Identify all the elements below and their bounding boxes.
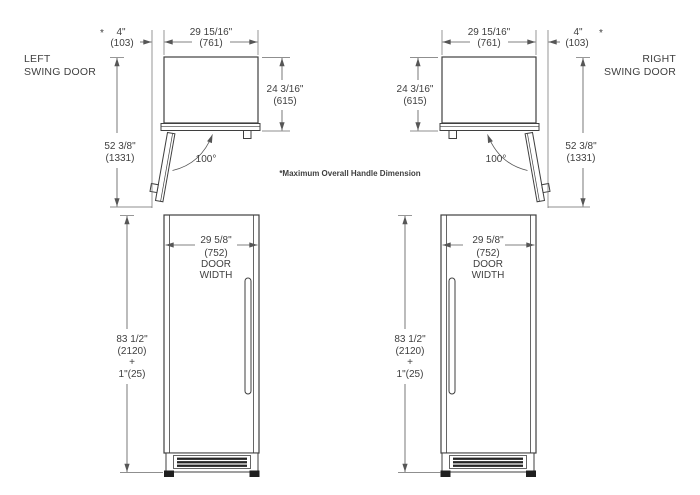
- br-leveling-inches: 1"(25): [396, 369, 424, 380]
- right-cabinet-width-inches: 29 15/16": [467, 27, 511, 38]
- right-depth-mm: (615): [403, 96, 427, 107]
- bl-height-plus: +: [129, 357, 135, 368]
- right-offset-asterisk: *: [599, 28, 603, 39]
- right-swing-angle: 100°: [485, 154, 507, 165]
- bl-height-inches: 83 1/2": [116, 334, 148, 345]
- left-offset-mm: (103): [110, 38, 134, 49]
- top-view-right-swing: [410, 30, 590, 208]
- bl-leveling-inches: 1"(25): [118, 369, 146, 380]
- top-view-left-swing: [110, 30, 290, 208]
- bl-door-label-1: DOOR: [201, 259, 231, 270]
- handle-dimension-note: *Maximum Overall Handle Dimension: [279, 169, 421, 178]
- left-clearance-mm: (1331): [105, 153, 135, 164]
- right-swing-title-line2: SWING DOOR: [604, 66, 676, 78]
- left-depth-mm: (615): [273, 96, 297, 107]
- right-depth-inches: 24 3/16": [396, 84, 434, 95]
- left-swing-title-line1: LEFT: [24, 53, 51, 65]
- left-offset-inches: 4": [116, 27, 126, 38]
- left-swing-title-line2: SWING DOOR: [24, 66, 96, 78]
- left-clearance-inches: 52 3/8": [104, 141, 136, 152]
- right-clearance-mm: (1331): [566, 153, 596, 164]
- br-door-width-mm: (752): [476, 248, 500, 259]
- bl-door-width-inches: 29 5/8": [200, 235, 232, 246]
- br-door-label-2: WIDTH: [471, 270, 505, 281]
- br-door-label-1: DOOR: [473, 259, 503, 270]
- right-offset-mm: (103): [565, 38, 589, 49]
- bl-height-mm: (2120): [117, 346, 147, 357]
- left-depth-inches: 24 3/16": [266, 84, 304, 95]
- br-height-plus: +: [407, 357, 413, 368]
- left-swing-angle: 100°: [195, 154, 217, 165]
- br-door-width-inches: 29 5/8": [472, 235, 504, 246]
- br-height-inches: 83 1/2": [394, 334, 426, 345]
- left-cabinet-width-mm: (761): [199, 38, 223, 49]
- bl-door-label-2: WIDTH: [199, 270, 233, 281]
- right-offset-inches: 4": [573, 27, 583, 38]
- right-cabinet-width-mm: (761): [477, 38, 501, 49]
- right-clearance-inches: 52 3/8": [565, 141, 597, 152]
- br-height-mm: (2120): [395, 346, 425, 357]
- left-cabinet-width-inches: 29 15/16": [189, 27, 233, 38]
- bl-door-width-mm: (752): [204, 248, 228, 259]
- left-offset-asterisk: *: [100, 28, 104, 39]
- right-swing-title-line1: RIGHT: [642, 53, 676, 65]
